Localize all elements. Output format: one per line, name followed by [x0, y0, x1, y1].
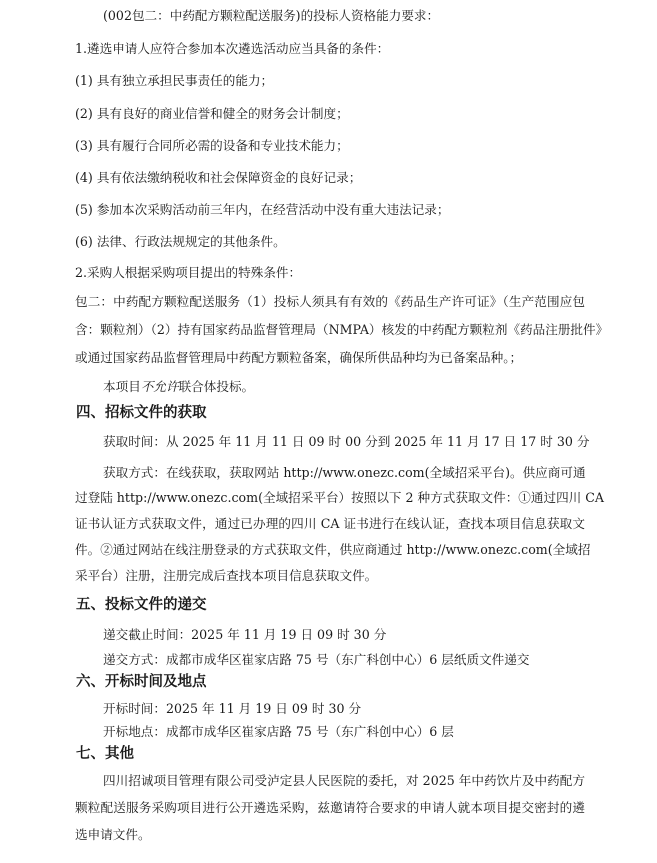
other-paragraph-line: 四川招诚项目管理有限公司受泸定县人民医院的委托，对 2025 年中药饮片及中药配方 [103, 773, 585, 788]
acquisition-time: 获取时间：从 2025 年 11 月 11 日 09 时 00 分到 2025 年 11 月 17 日 17 时 30 分 [103, 434, 590, 449]
section-7-heading: 七、其他 [76, 746, 134, 762]
acquisition-method-line: 件。②通过网站在线注册登录的方式获取文件，供应商通过 http://www.onezc.com(全域招 [75, 542, 591, 557]
section-5-heading: 五、投标文件的递交 [76, 597, 207, 613]
section-2-heading: 2.采购人根据采购项目提出的特殊条件： [75, 265, 302, 280]
condition-item: (4) 具有依法缴纳税收和社会保障资金的良好记录； [75, 170, 362, 185]
condition-item: (2) 具有良好的商业信誉和健全的财务会计制度； [75, 106, 349, 121]
condition-item: (3) 具有履行合同所必需的设备和专业技术能力； [75, 138, 349, 153]
acquisition-method-line: 采平台）注册，注册完成后查找本项目信息获取文件。 [75, 568, 378, 583]
acquisition-method-line: 过登陆 http://www.onezc.com(全域招采平台）按照以下 2 种方式获取文件：①通过四川 CA [75, 490, 604, 505]
condition-item: (1) 具有独立承担民事责任的能力； [75, 73, 274, 88]
special-condition-line: 含：颗粒剂）（2）持有国家药品监督管理局（NMPA）核发的中药配方颗粒剂《药品注册批件》 [75, 322, 609, 337]
package-requirements-title: (002包二：中药配方颗粒配送服务)的投标人资格能力要求： [103, 8, 440, 23]
section-4-heading: 四、招标文件的获取 [76, 405, 207, 421]
section-6-heading: 六、开标时间及地点 [76, 674, 207, 690]
condition-item: (6) 法律、行政法规规定的其他条件。 [75, 234, 286, 249]
consortium-note [103, 379, 254, 395]
consortium-emphasis: 不允许 [140, 379, 179, 394]
other-paragraph-line: 颗粒配送服务采购项目进行公开遴选采购，兹邀请符合要求的申请人就本项目提交密封的遴 [75, 800, 585, 815]
special-condition-line: 或通过国家药品监督管理局中药配方颗粒备案，确保所供品种均为已备案品种。； [75, 350, 523, 365]
opening-place: 开标地点：成都市成华区崔家店路 75 号（东广科创中心）6 层 [103, 724, 454, 739]
other-paragraph-line: 选申请文件。 [75, 827, 151, 842]
acquisition-method-line: 获取方式：在线获取，获取网站 http://www.onezc.com(全域招采平台)。供应商可通 [103, 465, 586, 480]
consortium-prefix: 本项目 [103, 379, 141, 394]
condition-item: (5) 参加本次采购活动前三年内，在经营活动中没有重大违法记录； [75, 202, 450, 217]
submission-deadline: 递交截止时间：2025 年 11 月 19 日 09 时 30 分 [103, 627, 387, 642]
acquisition-method-line: 证书认证方式获取文件，通过已办理的四川 CA 证书进行在线认证，查找本项目信息获取文 [75, 516, 585, 531]
consortium-suffix: 联合体投标。 [178, 379, 255, 394]
opening-time: 开标时间：2025 年 11 月 19 日 09 时 30 分 [103, 701, 362, 716]
special-condition-line: 包二：中药配方颗粒配送服务（1）投标人须具有有效的《药品生产许可证》（生产范围应包 [75, 294, 585, 309]
section-1-heading: 1.遴选申请人应符合参加本次遴选活动应当具备的条件： [75, 41, 390, 56]
submission-place: 递交方式：成都市成华区崔家店路 75 号（东广科创中心）6 层纸质文件递交 [103, 652, 530, 667]
